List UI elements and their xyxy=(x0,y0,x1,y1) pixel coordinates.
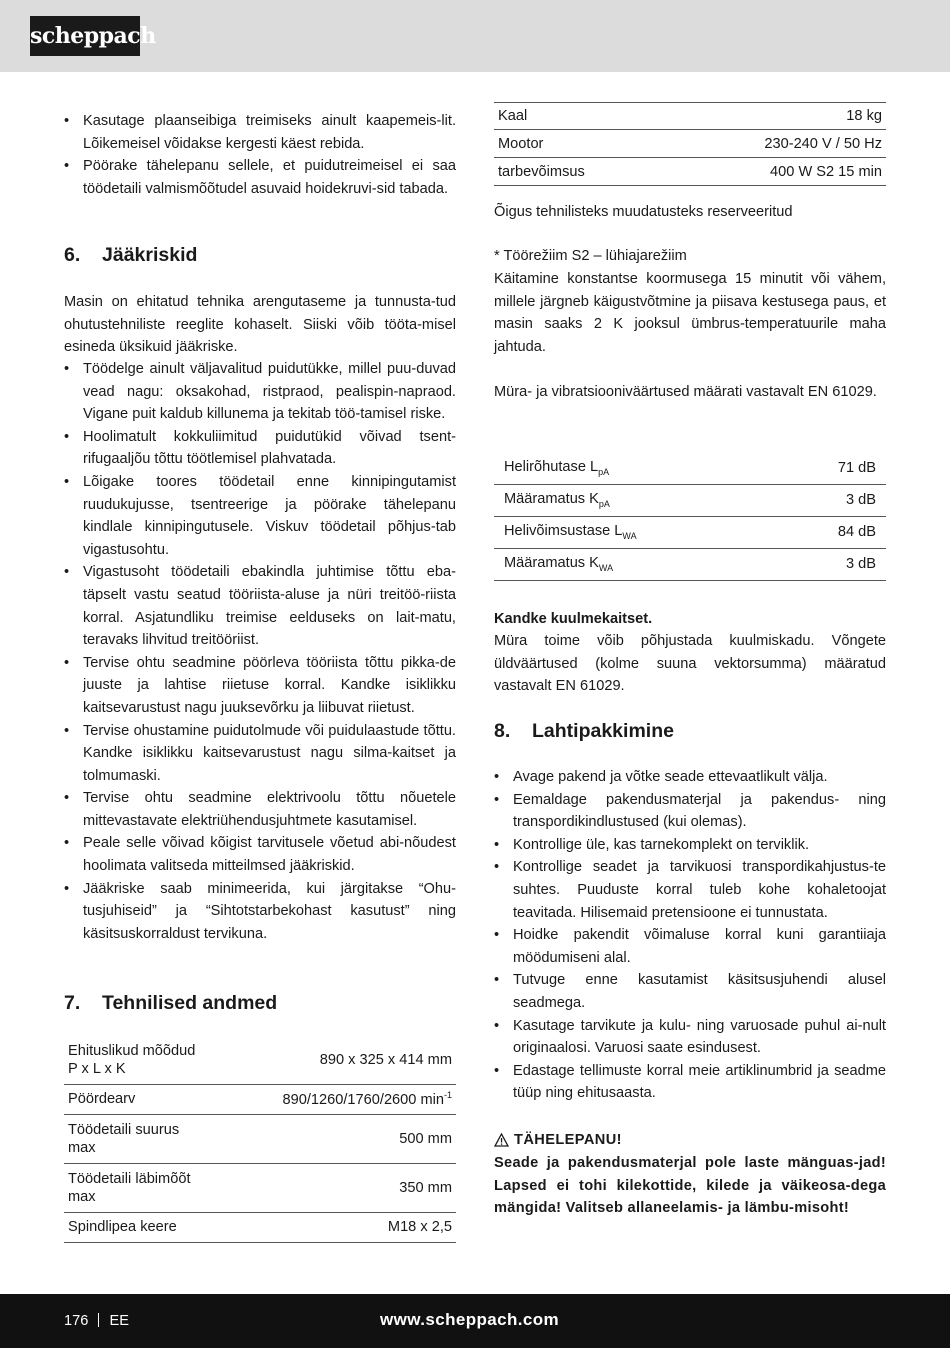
table-cell-label: tarbevõimsus xyxy=(494,158,663,186)
list-item: • Tutvuge enne kasutamist käsitsusjuhendi alusel seadmega. xyxy=(494,969,886,1014)
website-url: www.scheppach.com xyxy=(380,1310,560,1329)
warning-title: TÄHELEPANU! xyxy=(514,1132,622,1148)
table-cell-label xyxy=(64,1114,234,1163)
section-title: Tehnilised andmed xyxy=(102,992,278,1014)
table-cell-value: M18 x 2,5 xyxy=(234,1212,456,1242)
page-header xyxy=(0,0,950,72)
table-row xyxy=(494,452,886,484)
intro-bullet-list xyxy=(64,110,456,200)
table-row xyxy=(494,516,886,548)
list-item: • Kasutage plaanseibiga treimiseks ainult kaapemeis-lit. Lõikemeisel võidakse kergesti käest rebida. xyxy=(64,110,456,155)
table-cell-value: 3 dB xyxy=(783,548,886,580)
table-row xyxy=(494,158,886,186)
table-cell-value: 890 x 325 x 414 mm xyxy=(234,1037,456,1084)
list-item: • Tervise ohtu seadmine pöörleva tööriista tõttu pikka-de juuste ja lahtise riietuse korral. Kandke isiklikku kaitsevarustust nagu juuksevõrku ja liibuvat riietust. xyxy=(64,652,456,720)
hearing-title: Kandke kuulmekaitset. xyxy=(494,611,653,627)
list-item: • Avage pakend ja võtke seade ettevaatlikult välja. xyxy=(494,766,886,789)
noise-table xyxy=(494,452,886,581)
hearing-text: Müra toime võib põhjustada kuulmiskadu. Võngete üldväärtused (kolme suuna vektorsumma) määratud vastavalt EN 61029. xyxy=(494,633,886,695)
list-item: • Kontrollige seadet ja tarvikuosi transpordikahjustus-te suhtes. Puuduste korral tuleb kohe kohaletoojat teavitada. Hilisemaid pretensioone ei tunnustata. xyxy=(494,856,886,924)
scheppach-logo: scheppach xyxy=(30,16,140,56)
list-item: • Pöörake tähelepanu sellele, et puidutreimeisel ei saa töödetaili valmismõõtudel asuvaid hoidekruvi-sid tabada. xyxy=(64,155,456,200)
row-label: Ehituslikud mõõdud xyxy=(68,1043,196,1060)
table-cell-label: Pöördearv xyxy=(64,1084,234,1114)
language-code: EE xyxy=(109,1313,129,1329)
table-row xyxy=(64,1037,456,1084)
table-row xyxy=(494,548,886,580)
label-subscript: WA xyxy=(598,562,614,573)
technical-data-table xyxy=(64,1037,456,1243)
unit-superscript: -1 xyxy=(443,1090,452,1101)
table-cell-value xyxy=(234,1084,456,1114)
list-item: • Jääkriske saab minimeerida, kui järgitakse “Ohu-tusjuhiseid” ja “Sihtotstarbekohast kasutust” ning käsitsuskorraldust tervikuna. xyxy=(64,878,456,946)
row-label: Määramatus K xyxy=(504,555,599,572)
label-subscript: WA xyxy=(622,530,637,541)
list-item: • Peale selle võivad kõigist tarvitusele võetud abi-nõudest hoolimata valitseda mitteilmsed jääkriskid. xyxy=(64,832,456,877)
table-cell-value: 230-240 V / 50 Hz xyxy=(663,130,886,158)
row-label: Määramatus K xyxy=(504,491,599,508)
table-cell-value: 84 dB xyxy=(783,516,886,548)
row-label-line2: P x L x K xyxy=(68,1061,126,1078)
footer-divider xyxy=(98,1313,99,1327)
table-cell-label: Spindlipea keere xyxy=(64,1212,234,1242)
label-subscript: pA xyxy=(598,466,610,477)
table-cell-value: 3 dB xyxy=(783,484,886,516)
page-number-block xyxy=(64,1310,129,1332)
list-item: • Lõigake toores töödetail enne kinnipingutamist ruudukujusse, tsentreerige ja pöörake tähelepanu kindlale kinnipingutusele. Viskuv töödetail põhjus-tab vigastusohtu. xyxy=(64,471,456,561)
table-row xyxy=(64,1212,456,1242)
warning-triangle-icon xyxy=(494,1133,509,1147)
list-item: • Kontrollige üle, kas tarnekomplekt on terviklik. xyxy=(494,834,886,857)
page-footer xyxy=(0,1294,950,1348)
section-number: 8. xyxy=(494,720,511,742)
table-row xyxy=(494,103,886,130)
table-cell-label: Kaal xyxy=(494,103,663,130)
spec-table-continued xyxy=(494,102,886,186)
list-item: • Töödelge ainult väljavalitud puidutükke, millel puu-duvad vead nagu: oksakohad, ristpraod, pealispin-napraod. Vigane puit kaldub killunema ja tekitab töö-tamisel riske. xyxy=(64,358,456,426)
table-cell-label xyxy=(494,484,783,516)
section-title: Lahtipakkimine xyxy=(532,720,674,742)
list-item: • Hoidke pakendit võimaluse korral kuni garantiiaja möödumiseni alal. xyxy=(494,924,886,969)
table-cell-label xyxy=(64,1037,234,1084)
table-cell-label xyxy=(64,1163,234,1212)
table-cell-label xyxy=(494,548,783,580)
table-row xyxy=(494,484,886,516)
table-row xyxy=(64,1084,456,1114)
warning-heading xyxy=(494,1129,886,1151)
table-row xyxy=(64,1114,456,1163)
table-row xyxy=(64,1163,456,1212)
row-label: Töödetaili läbimõõt xyxy=(68,1170,191,1187)
risk-bullet-list xyxy=(64,358,456,945)
table-cell-value: 400 W S2 15 min xyxy=(663,158,886,186)
row-label: Töödetaili suurus xyxy=(68,1121,180,1138)
label-subscript: pA xyxy=(598,498,610,509)
section-title: Jääkriskid xyxy=(102,244,198,266)
table-cell-value: 18 kg xyxy=(663,103,886,130)
warning-text: Seade ja pakendusmaterjal pole laste mänguas-jad! Lapsed ei tohi kilekottide, kilede ja väikeosa-dega mängida! Valitseb allaneelamis- ja lämbu-misoht! xyxy=(494,1155,886,1217)
table-cell-label xyxy=(494,452,783,484)
section-6-heading xyxy=(64,242,456,268)
section-7-heading xyxy=(64,990,456,1016)
list-item: • Kasutage tarvikute ja kulu- ning varuosade puhul ai-nult originaalosi. Varuosi saate esindusest. xyxy=(494,1015,886,1060)
table-cell-label xyxy=(494,516,783,548)
section-number: 7. xyxy=(64,992,81,1014)
table-row xyxy=(494,130,886,158)
list-item: • Vigastusoht töödetaili ebakindla juhtimise tõttu eba-täpselt vastu seatud tööriista-aluse ja nüri treitöö-riista korral. Asjatundliku treimise eelduseks on lait-matu, teravaks lihvitud treitööriist. xyxy=(64,561,456,651)
row-label-line2: max xyxy=(68,1188,96,1205)
row-label: Helirõhutase L xyxy=(504,458,599,475)
section-6-paragraph: Masin on ehitatud tehnika arengutaseme ja tunnusta-tud ohutustehniliste reeglite kohaselt. Siiski võib tööta-misel esineda üksikuid jääkriske. xyxy=(64,294,456,356)
table-cell-value: 71 dB xyxy=(783,452,886,484)
reserve-note: Õigus tehnilisteks muudatusteks reserveeritud xyxy=(494,204,793,220)
section-number: 6. xyxy=(64,244,81,266)
page-number: 176 xyxy=(64,1313,89,1329)
row-label: Helivõimsustase L xyxy=(504,523,623,540)
noise-intro: Müra- ja vibratsiooniväärtused määrati vastavalt EN 61029. xyxy=(494,384,877,400)
mode-title: * Töörežiim S2 – lühiajarežiim xyxy=(494,248,687,264)
row-value: 890/1260/1760/2600 min xyxy=(282,1091,444,1108)
list-item: • Eemaldage pakendusmaterjal ja pakendus- ning transpordikindlustused (kui olemas). xyxy=(494,789,886,834)
list-item: • Edastage tellimuste korral meie artiklinumbrid ja seadme tüüp ning ehitusaasta. xyxy=(494,1060,886,1105)
list-item: • Hoolimatult kokkuliimitud puidutükid võivad tsent-rifugaaljõu tõttu töötlemisel plahvatada. xyxy=(64,426,456,471)
section-8-heading xyxy=(494,718,886,744)
table-cell-label: Mootor xyxy=(494,130,663,158)
table-cell-value: 500 mm xyxy=(234,1114,456,1163)
list-item: • Tervise ohustamine puidutolmude või puidulaastude tõttu. Kandke isiklikku kaitsevarustust nagu silma-kaitset ja tolmumaski. xyxy=(64,720,456,788)
unpacking-bullet-list xyxy=(494,766,886,1105)
list-item: • Tervise ohtu seadmine elektrivoolu tõttu nõuetele mittevastavate elektriühendusjuhtmete kasutamisel. xyxy=(64,787,456,832)
mode-text: Käitamine konstantse koormusega 15 minutit või vähem, millele järgneb käigustvõtmine ja piisava kestusega paus, et masin saaks 2 K jooksul ümbrus-temperatuurile maha jahtuda. xyxy=(494,271,886,355)
row-label-line2: max xyxy=(68,1139,96,1156)
table-cell-value: 350 mm xyxy=(234,1163,456,1212)
